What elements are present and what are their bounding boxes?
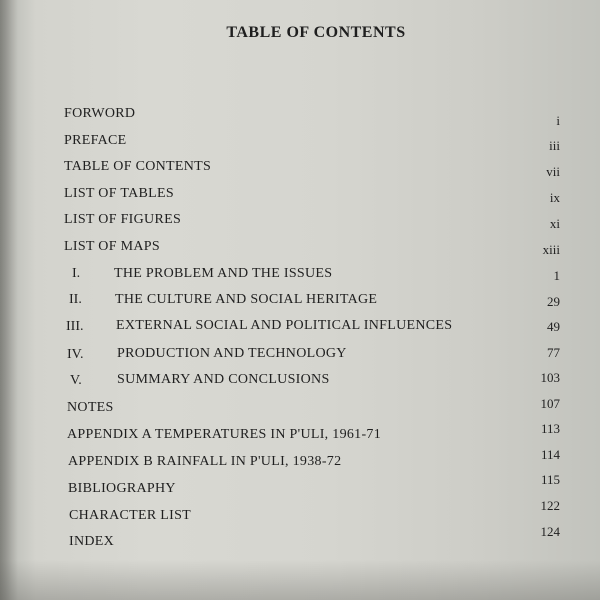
toc-entry-label: LIST OF FIGURES bbox=[64, 212, 182, 227]
chapter-page: 103 bbox=[540, 370, 560, 385]
chapter-title: THE CULTURE AND SOCIAL HERITAGE bbox=[115, 292, 378, 307]
toc-entry-page: 107 bbox=[540, 396, 560, 411]
toc-entry-label: FORWORD bbox=[64, 106, 136, 121]
toc-entry-label: NOTES bbox=[67, 400, 114, 415]
toc-entry-page: vii bbox=[546, 164, 560, 179]
toc-entry-label: BIBLIOGRAPHY bbox=[68, 481, 176, 496]
toc-entry-page: 122 bbox=[540, 498, 560, 513]
toc-entry-page: ix bbox=[549, 190, 560, 205]
chapter-page: 1 bbox=[553, 268, 560, 283]
chapter-title: SUMMARY AND CONCLUSIONS bbox=[117, 372, 330, 387]
toc-entry-page: iii bbox=[549, 138, 560, 153]
chapter-numeral: I. bbox=[72, 266, 81, 281]
toc-entry-page: xi bbox=[549, 216, 560, 231]
chapter-title: EXTERNAL SOCIAL AND POLITICAL INFLUENCES bbox=[116, 318, 453, 333]
toc-entry-label: INDEX bbox=[69, 534, 115, 549]
toc-entry-page: 113 bbox=[540, 421, 560, 436]
chapter-numeral: II. bbox=[69, 292, 82, 307]
toc-entry-label: LIST OF MAPS bbox=[64, 239, 160, 254]
toc-entry-label: APPENDIX A TEMPERATURES IN P'ULI, 1961-71 bbox=[67, 427, 382, 442]
toc-entry-label: PREFACE bbox=[64, 133, 127, 148]
toc-entry-label: CHARACTER LIST bbox=[69, 508, 192, 523]
chapter-title: PRODUCTION AND TECHNOLOGY bbox=[117, 346, 347, 361]
toc-entry-label: TABLE OF CONTENTS bbox=[64, 159, 212, 174]
toc-entry-page: i bbox=[556, 113, 560, 128]
toc-entry-label: APPENDIX B RAINFALL IN P'ULI, 1938-72 bbox=[68, 454, 342, 469]
toc-entry-page: 114 bbox=[540, 447, 560, 462]
chapter-title: THE PROBLEM AND THE ISSUES bbox=[114, 266, 333, 281]
page-gutter-shadow bbox=[0, 0, 18, 600]
toc-entry-page: xiii bbox=[542, 242, 560, 257]
chapter-numeral: IV. bbox=[67, 347, 84, 362]
chapter-page: 29 bbox=[547, 294, 560, 309]
toc-entry-page: 115 bbox=[540, 472, 560, 487]
chapter-numeral: III. bbox=[66, 319, 84, 334]
page-title: TABLE OF CONTENTS bbox=[226, 24, 406, 41]
chapter-numeral: V. bbox=[70, 373, 82, 388]
toc-entry-page: 124 bbox=[540, 524, 560, 539]
chapter-page: 49 bbox=[547, 319, 560, 334]
toc-entry-label: LIST OF TABLES bbox=[64, 186, 174, 201]
page-bottom-shadow bbox=[0, 560, 600, 600]
chapter-page: 77 bbox=[547, 345, 560, 360]
